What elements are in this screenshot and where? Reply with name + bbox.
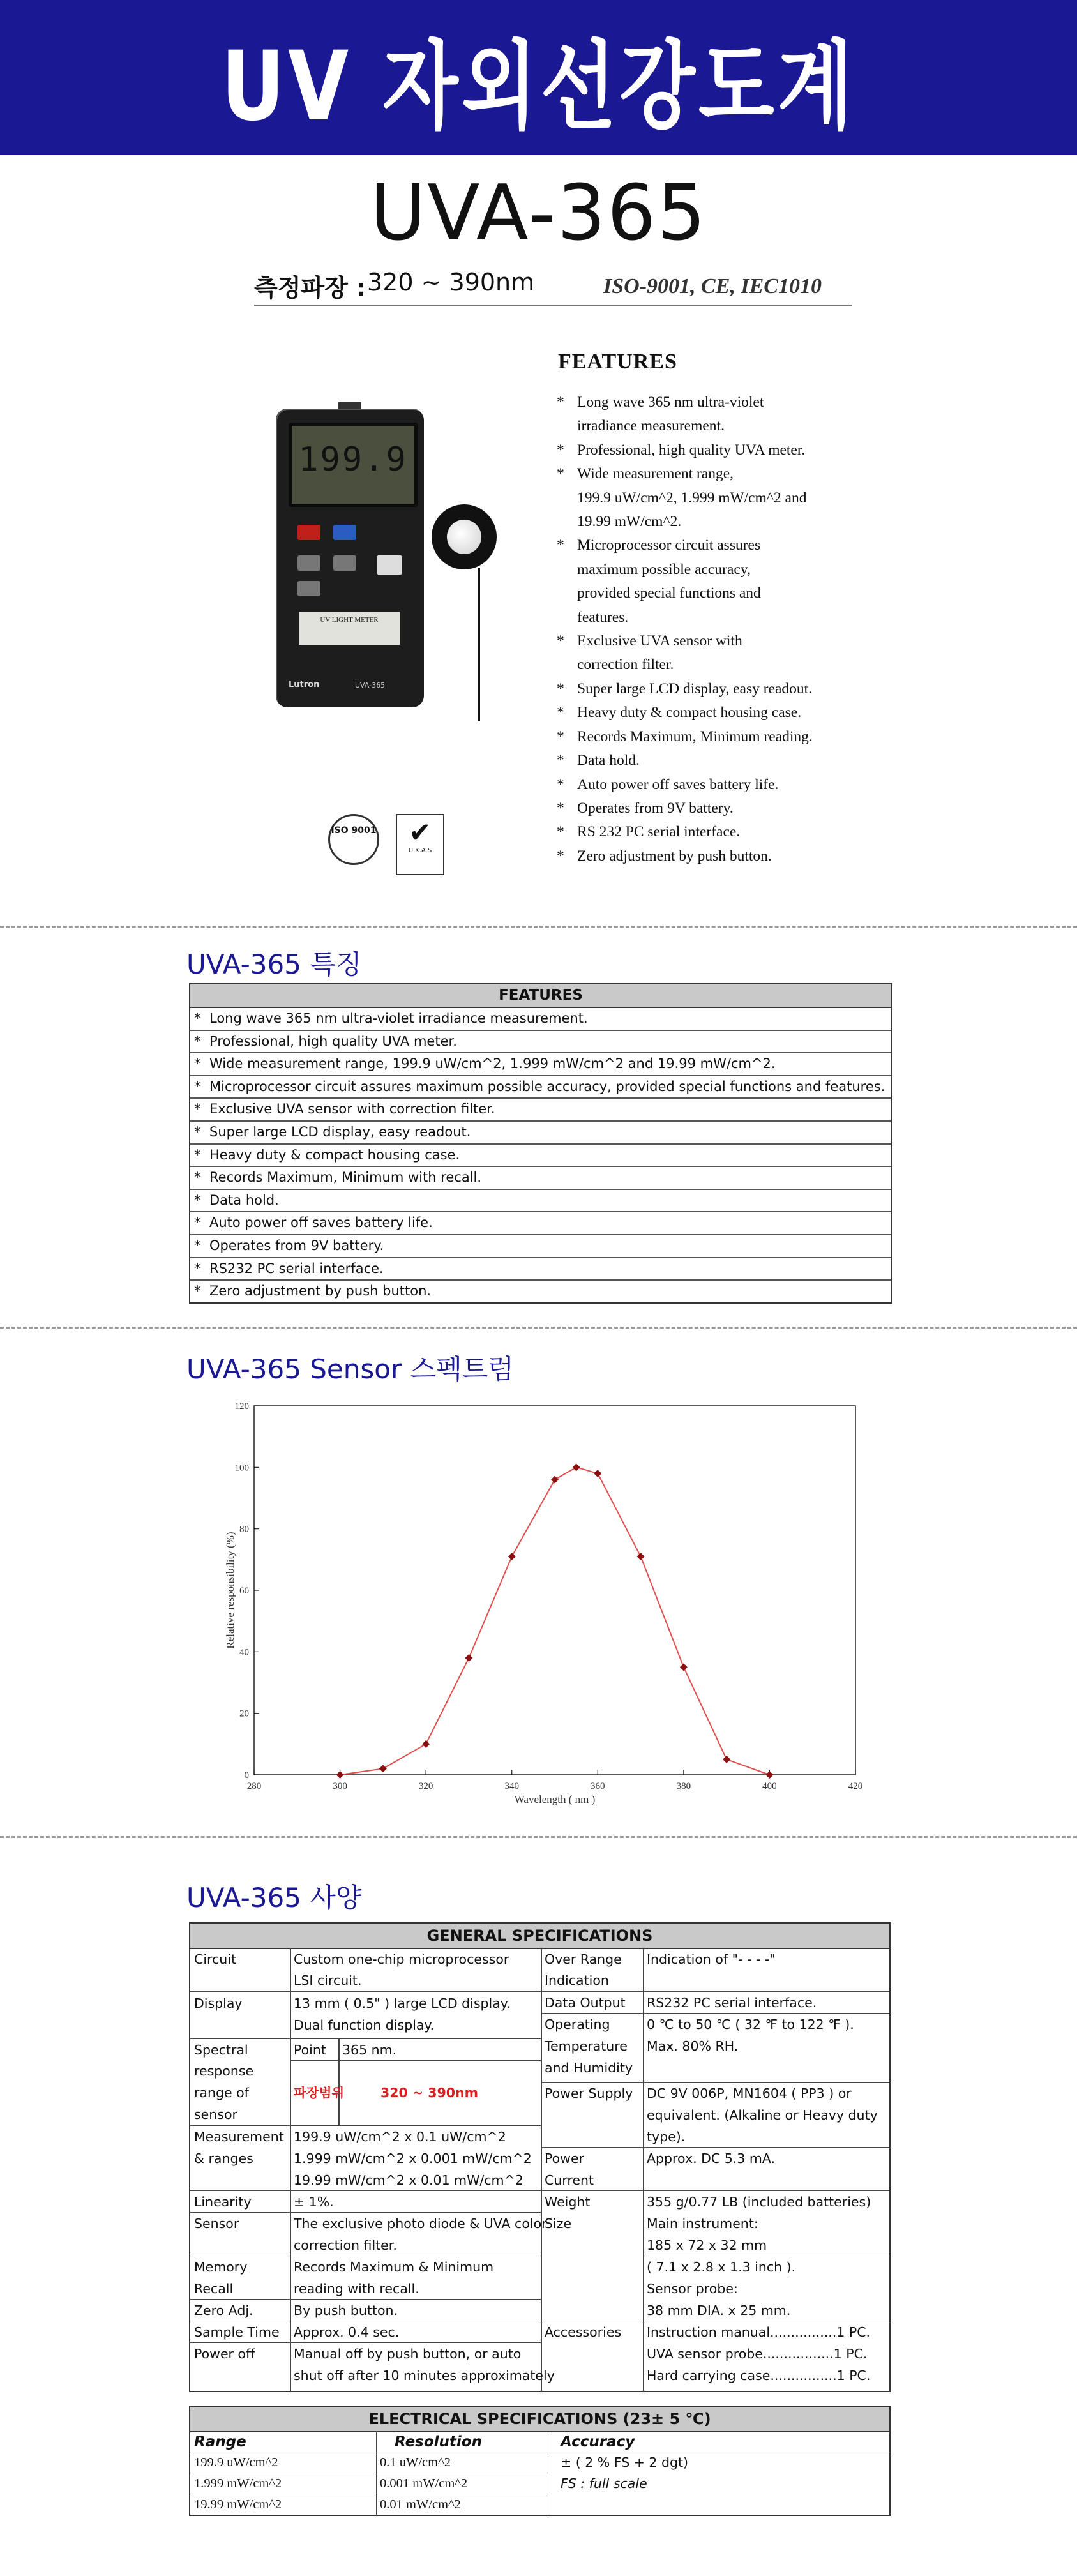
- check-icon: ✔: [409, 817, 432, 848]
- feature-line: [557, 606, 857, 629]
- certifications: ISO-9001, CE, IEC1010: [603, 275, 822, 298]
- spec-label: range of: [194, 2085, 249, 2100]
- spec-value: shut off after 10 minutes approximately: [294, 2368, 555, 2383]
- feature-text: Heavy duty & compact housing case.: [577, 704, 802, 721]
- meter-brand: Lutron: [289, 680, 320, 689]
- feature-line: [557, 534, 857, 557]
- bullet-star: *: [194, 1147, 201, 1163]
- bullet-star: *: [194, 1033, 201, 1049]
- data-point: [723, 1756, 730, 1763]
- feature-line: [557, 582, 857, 605]
- feature-cell: Microprocessor circuit assures maximum possible accuracy, provided special functions and features.: [209, 1078, 885, 1094]
- feature-text: RS 232 PC serial interface.: [577, 824, 741, 841]
- feature-line: [557, 653, 857, 677]
- spec-label: Temperature: [545, 2038, 628, 2054]
- range-cell: 1.999 mW/cm^2: [194, 2476, 282, 2490]
- bullet-star: *: [194, 1101, 201, 1117]
- bullet-star: *: [194, 1237, 201, 1253]
- spec-value: ± 1%.: [294, 2194, 334, 2210]
- table-row: [190, 1145, 891, 1168]
- feature-line: [557, 439, 857, 462]
- bullet-star: *: [557, 441, 564, 458]
- table-row: [190, 1099, 891, 1122]
- spec-value: UVA sensor probe.................1 PC.: [647, 2346, 868, 2361]
- spec-value: Dual function display.: [294, 2017, 435, 2033]
- data-point: [379, 1765, 387, 1772]
- general-spec-header: GENERAL SPECIFICATIONS: [190, 1924, 889, 1949]
- spec-value: Point: [294, 2042, 326, 2058]
- feature-cell: Records Maximum, Minimum with recall.: [209, 1170, 482, 1186]
- spec-label: response: [194, 2063, 254, 2079]
- meter-button-grey: [297, 581, 320, 596]
- data-point: [422, 1740, 430, 1748]
- feature-text: Operates from 9V battery.: [577, 799, 734, 817]
- spec-value: By push button.: [294, 2303, 398, 2318]
- bullet-star: *: [557, 799, 564, 817]
- series-line: [340, 1467, 770, 1775]
- spec-label: Power Supply: [545, 2086, 633, 2101]
- resolution-cell: 0.1 uW/cm^2: [380, 2455, 451, 2469]
- iso-logo-text: ISO 9001: [331, 825, 377, 836]
- general-spec-table: [189, 1922, 891, 2392]
- bullet-star: *: [194, 1192, 201, 1208]
- wavelength-label: 측정파장 :: [254, 274, 366, 302]
- features-heading: FEATURES: [558, 350, 677, 373]
- feature-cell: Super large LCD display, easy readout.: [209, 1124, 471, 1140]
- bullet-star: *: [194, 1283, 201, 1299]
- spec-range-value: 320 ~ 390nm: [380, 2085, 478, 2100]
- feature-line: [557, 820, 857, 844]
- feature-text: Long wave 365 nm ultra-violet: [577, 394, 764, 411]
- y-tick-label: 60: [239, 1586, 249, 1596]
- feature-text: Wide measurement range,: [577, 465, 734, 483]
- spec-value: Indication of "- - - -": [647, 1952, 776, 1967]
- col-accuracy: Accuracy: [561, 2434, 635, 2450]
- feature-text: irradiance measurement.: [577, 418, 725, 435]
- feature-cell: Long wave 365 nm ultra-violet irradiance measurement.: [209, 1011, 588, 1026]
- table-line: [190, 1991, 541, 1992]
- spec-value: 1.999 mW/cm^2 x 0.001 mW/cm^2: [294, 2151, 532, 2166]
- bullet-star: *: [194, 1078, 201, 1094]
- col-resolution: Resolution: [395, 2434, 482, 2450]
- meter-button-blue: [333, 525, 356, 540]
- feature-line: [557, 629, 857, 653]
- spec-label: Sensor: [194, 2216, 239, 2231]
- spec-value: Manual off by push button, or auto: [294, 2346, 522, 2361]
- x-axis-label: Wavelength ( nm ): [514, 1793, 596, 1805]
- spec-label: Indication: [545, 1973, 609, 1988]
- feature-text: features.: [577, 608, 629, 626]
- x-tick-label: 320: [418, 1781, 433, 1791]
- spec-label: Operating: [545, 2017, 610, 2032]
- accuracy-value: ± ( 2 % FS + 2 dgt): [561, 2455, 689, 2470]
- data-point: [508, 1553, 516, 1560]
- feature-cell: Auto power off saves battery life.: [209, 1215, 433, 1231]
- table-row: [190, 1122, 891, 1145]
- feature-text: Data hold.: [577, 752, 640, 769]
- table-row: [190, 1212, 891, 1235]
- spec-value: 355 g/0.77 LB (included batteries): [647, 2194, 871, 2210]
- bullet-star: *: [557, 394, 564, 411]
- feature-text: Auto power off saves battery life.: [577, 776, 779, 793]
- spec-value: 365 nm.: [342, 2042, 397, 2058]
- spec-value: 13 mm ( 0.5" ) large LCD display.: [294, 1996, 511, 2011]
- feature-line: [557, 773, 857, 797]
- spec-value: Sensor probe:: [647, 2281, 738, 2296]
- x-tick-label: 420: [848, 1781, 863, 1791]
- x-tick-label: 280: [246, 1781, 262, 1791]
- feature-line: [557, 462, 857, 486]
- feature-line: [557, 701, 857, 725]
- meter-button-red: [297, 525, 320, 540]
- spec-value: 19.99 mW/cm^2 x 0.01 mW/cm^2: [294, 2173, 523, 2188]
- electrical-spec-table: [189, 2406, 891, 2516]
- bullet-star: *: [557, 704, 564, 721]
- feature-text: Records Maximum, Minimum reading.: [577, 728, 813, 745]
- accuracy-note: FS : full scale: [561, 2476, 647, 2491]
- table-line: [290, 2060, 541, 2061]
- feature-cell: RS232 PC serial interface.: [209, 1260, 384, 1276]
- meter-button-grey: [297, 555, 320, 571]
- spec-value: RS232 PC serial interface.: [647, 1995, 817, 2010]
- table-row: [190, 1008, 891, 1031]
- bullet-star: *: [557, 824, 564, 841]
- spec-label: Power: [545, 2151, 584, 2166]
- meter-button-grey: [377, 555, 402, 575]
- feature-text: Exclusive UVA sensor with: [577, 633, 742, 650]
- spec-value: 185 x 72 x 32 mm: [647, 2238, 767, 2253]
- spec-value: DC 9V 006P, MN1604 ( PP3 ) or: [647, 2086, 852, 2101]
- spec-label: & ranges: [194, 2151, 253, 2166]
- title-banner: [0, 0, 1077, 155]
- spec-label: Size: [545, 2216, 572, 2231]
- feature-line: [557, 725, 857, 749]
- bullet-star: *: [194, 1260, 201, 1276]
- lcd-reading: 199.9: [298, 441, 408, 479]
- feature-cell: Data hold.: [209, 1192, 279, 1208]
- features-list: [557, 391, 857, 868]
- spec-value: type).: [647, 2129, 686, 2144]
- feature-text: Professional, high quality UVA meter.: [577, 441, 806, 458]
- data-point: [573, 1463, 580, 1471]
- spec-value: 0 ℃ to 50 ℃ ( 32 ℉ to 122 ℉ ).: [647, 2017, 854, 2032]
- spec-range-label: 파장범위: [294, 2085, 345, 2100]
- sensor-cable: [478, 568, 480, 721]
- feature-text: maximum possible accuracy,: [577, 561, 751, 578]
- x-tick-label: 380: [676, 1781, 691, 1791]
- feature-line: [557, 845, 857, 868]
- section-divider: [0, 1836, 1077, 1838]
- bullet-star: *: [194, 1124, 201, 1140]
- resolution-cell: 0.01 mW/cm^2: [380, 2497, 461, 2512]
- spec-value: equivalent. (Alkaline or Heavy duty: [647, 2107, 878, 2123]
- model-name: UVA-365: [370, 169, 707, 258]
- feature-line: [557, 486, 857, 510]
- y-tick-label: 40: [239, 1647, 249, 1658]
- x-tick-label: 340: [504, 1781, 519, 1791]
- data-point: [465, 1654, 472, 1662]
- section-title-sensor: UVA-365 Sensor 스펙트럼: [186, 1353, 514, 1385]
- table-row: [190, 1053, 891, 1076]
- range-cell: 199.9 uW/cm^2: [194, 2455, 278, 2469]
- spec-label: Data Output: [545, 1995, 626, 2010]
- table-row: [190, 1167, 891, 1190]
- feature-text: provided special functions and: [577, 585, 761, 602]
- spec-value: correction filter.: [294, 2238, 397, 2253]
- spec-value: Hard carrying case................1 PC.: [647, 2368, 871, 2383]
- bullet-star: *: [557, 465, 564, 483]
- table-row: [190, 1076, 891, 1099]
- spec-label: Sample Time: [194, 2324, 280, 2340]
- feature-line: [557, 391, 857, 414]
- table-row: [190, 1190, 891, 1213]
- section-title-features: UVA-365 특징: [186, 949, 362, 980]
- feature-line: [557, 510, 857, 534]
- iso-logo: [328, 814, 379, 865]
- spec-label: Spectral: [194, 2042, 248, 2058]
- spec-label: sensor: [194, 2107, 237, 2122]
- spec-label: Zero Adj.: [194, 2303, 253, 2318]
- spec-value: LSI circuit.: [294, 1973, 362, 1988]
- ukas-logo: [396, 814, 444, 875]
- meter-model: UVA-365: [355, 681, 386, 689]
- spec-value: Instruction manual................1 PC.: [647, 2324, 871, 2340]
- bullet-star: *: [557, 752, 564, 769]
- range-cell: 19.99 mW/cm^2: [194, 2497, 282, 2512]
- feature-line: [557, 677, 857, 701]
- bullet-star: *: [557, 537, 564, 554]
- spec-label: Accessories: [545, 2324, 622, 2340]
- table-row: [190, 1258, 891, 1281]
- feature-cell: Operates from 9V battery.: [209, 1237, 384, 1253]
- features-table: [189, 983, 892, 1304]
- y-axis-label: Relative responsibility (%): [224, 1532, 236, 1649]
- spec-label: Current: [545, 2173, 594, 2188]
- data-point: [765, 1771, 773, 1779]
- bullet-star: *: [557, 776, 564, 793]
- table-line: [541, 1948, 542, 2391]
- spec-value: 199.9 uW/cm^2 x 0.1 uW/cm^2: [294, 2129, 506, 2144]
- sensor-lens: [447, 520, 481, 554]
- header-divider: [254, 305, 852, 306]
- table-row: [190, 1235, 891, 1258]
- meter-button-grey: [333, 555, 356, 571]
- spec-value: Max. 80% RH.: [647, 2038, 739, 2054]
- bullet-star: *: [194, 1011, 201, 1026]
- x-tick-label: 360: [591, 1781, 605, 1791]
- spec-value: ( 7.1 x 2.8 x 1.3 inch ).: [647, 2259, 796, 2275]
- table-line: [290, 1948, 291, 2391]
- spec-label: and Humidity: [545, 2060, 633, 2075]
- feature-line: [557, 797, 857, 820]
- bullet-star: *: [194, 1056, 201, 1072]
- feature-cell: Zero adjustment by push button.: [209, 1283, 432, 1299]
- bullet-star: *: [557, 633, 564, 650]
- bullet-star: *: [194, 1170, 201, 1186]
- spec-label: Display: [194, 1996, 243, 2011]
- feature-text: correction filter.: [577, 656, 674, 674]
- feature-line: [557, 749, 857, 772]
- feature-text: 199.9 uW/cm^2, 1.999 mW/cm^2 and: [577, 489, 807, 506]
- section-title-spec: UVA-365 사양: [186, 1882, 362, 1913]
- meter-label-text: UV LIGHT METER: [320, 616, 379, 624]
- feature-cell: Wide measurement range, 199.9 uW/cm^2, 1.999 mW/cm^2 and 19.99 mW/cm^2.: [209, 1056, 776, 1072]
- feature-line: [557, 414, 857, 438]
- y-tick-label: 120: [234, 1401, 249, 1412]
- feature-text: Super large LCD display, easy readout.: [577, 680, 813, 697]
- feature-cell: Professional, high quality UVA meter.: [209, 1033, 457, 1049]
- feature-cell: Exclusive UVA sensor with correction filter.: [209, 1101, 495, 1117]
- section-divider: [0, 926, 1077, 928]
- x-tick-label: 400: [762, 1781, 777, 1791]
- wavelength-value: 320 ~ 390nm: [367, 268, 535, 296]
- spec-label: Recall: [194, 2281, 234, 2296]
- col-range: Range: [194, 2434, 246, 2450]
- spec-value: The exclusive photo diode & UVA color: [294, 2216, 547, 2231]
- spec-label: Circuit: [194, 1952, 236, 1967]
- spec-value: 38 mm DIA. x 25 mm.: [647, 2303, 791, 2318]
- bullet-star: *: [557, 680, 564, 697]
- spec-label: Measurement: [194, 2129, 284, 2144]
- bullet-star: *: [557, 847, 564, 864]
- feature-line: [557, 558, 857, 582]
- plot-frame: [254, 1406, 855, 1775]
- data-point: [336, 1771, 344, 1779]
- spec-value: Approx. 0.4 sec.: [294, 2324, 400, 2340]
- feature-cell: Heavy duty & compact housing case.: [209, 1147, 460, 1163]
- bullet-star: *: [194, 1215, 201, 1231]
- data-point: [594, 1470, 601, 1477]
- feature-text: Zero adjustment by push button.: [577, 847, 772, 864]
- feature-text: 19.99 mW/cm^2.: [577, 513, 682, 531]
- spec-value: Records Maximum & Minimum: [294, 2259, 494, 2275]
- bullet-star: *: [557, 728, 564, 745]
- spec-label: Power off: [194, 2346, 255, 2361]
- table-line: [643, 1948, 644, 2391]
- section-divider: [0, 1327, 1077, 1329]
- spectral-response-chart: [223, 1392, 875, 1813]
- feature-text: Microprocessor circuit assures: [577, 537, 761, 554]
- data-point: [551, 1476, 559, 1484]
- spec-label: Linearity: [194, 2194, 252, 2210]
- spec-value: reading with recall.: [294, 2281, 419, 2296]
- page-title: UV 자외선강도계: [220, 31, 857, 142]
- features-table-body: [190, 1008, 891, 1302]
- spec-label: Weight: [545, 2194, 591, 2210]
- data-point: [680, 1663, 688, 1671]
- y-tick-label: 100: [234, 1463, 249, 1473]
- data-point: [637, 1553, 645, 1560]
- y-tick-label: 20: [239, 1708, 249, 1719]
- spec-value: Custom one-chip microprocessor: [294, 1952, 509, 1967]
- table-row: [190, 1281, 891, 1302]
- spec-value: Approx. DC 5.3 mA.: [647, 2151, 775, 2166]
- electrical-spec-header: ELECTRICAL SPECIFICATIONS (23± 5 ℃): [190, 2407, 889, 2432]
- features-table-header: FEATURES: [190, 984, 891, 1008]
- y-tick-label: 0: [244, 1770, 249, 1781]
- x-tick-label: 300: [333, 1781, 347, 1791]
- table-row: [190, 1031, 891, 1054]
- spec-value: Main instrument:: [647, 2216, 758, 2231]
- resolution-cell: 0.001 mW/cm^2: [380, 2476, 468, 2490]
- ukas-logo-text: U.K.A.S: [408, 847, 432, 854]
- spec-label: Memory: [194, 2259, 248, 2275]
- spec-label: Over Range: [545, 1952, 622, 1967]
- y-tick-label: 80: [239, 1524, 249, 1535]
